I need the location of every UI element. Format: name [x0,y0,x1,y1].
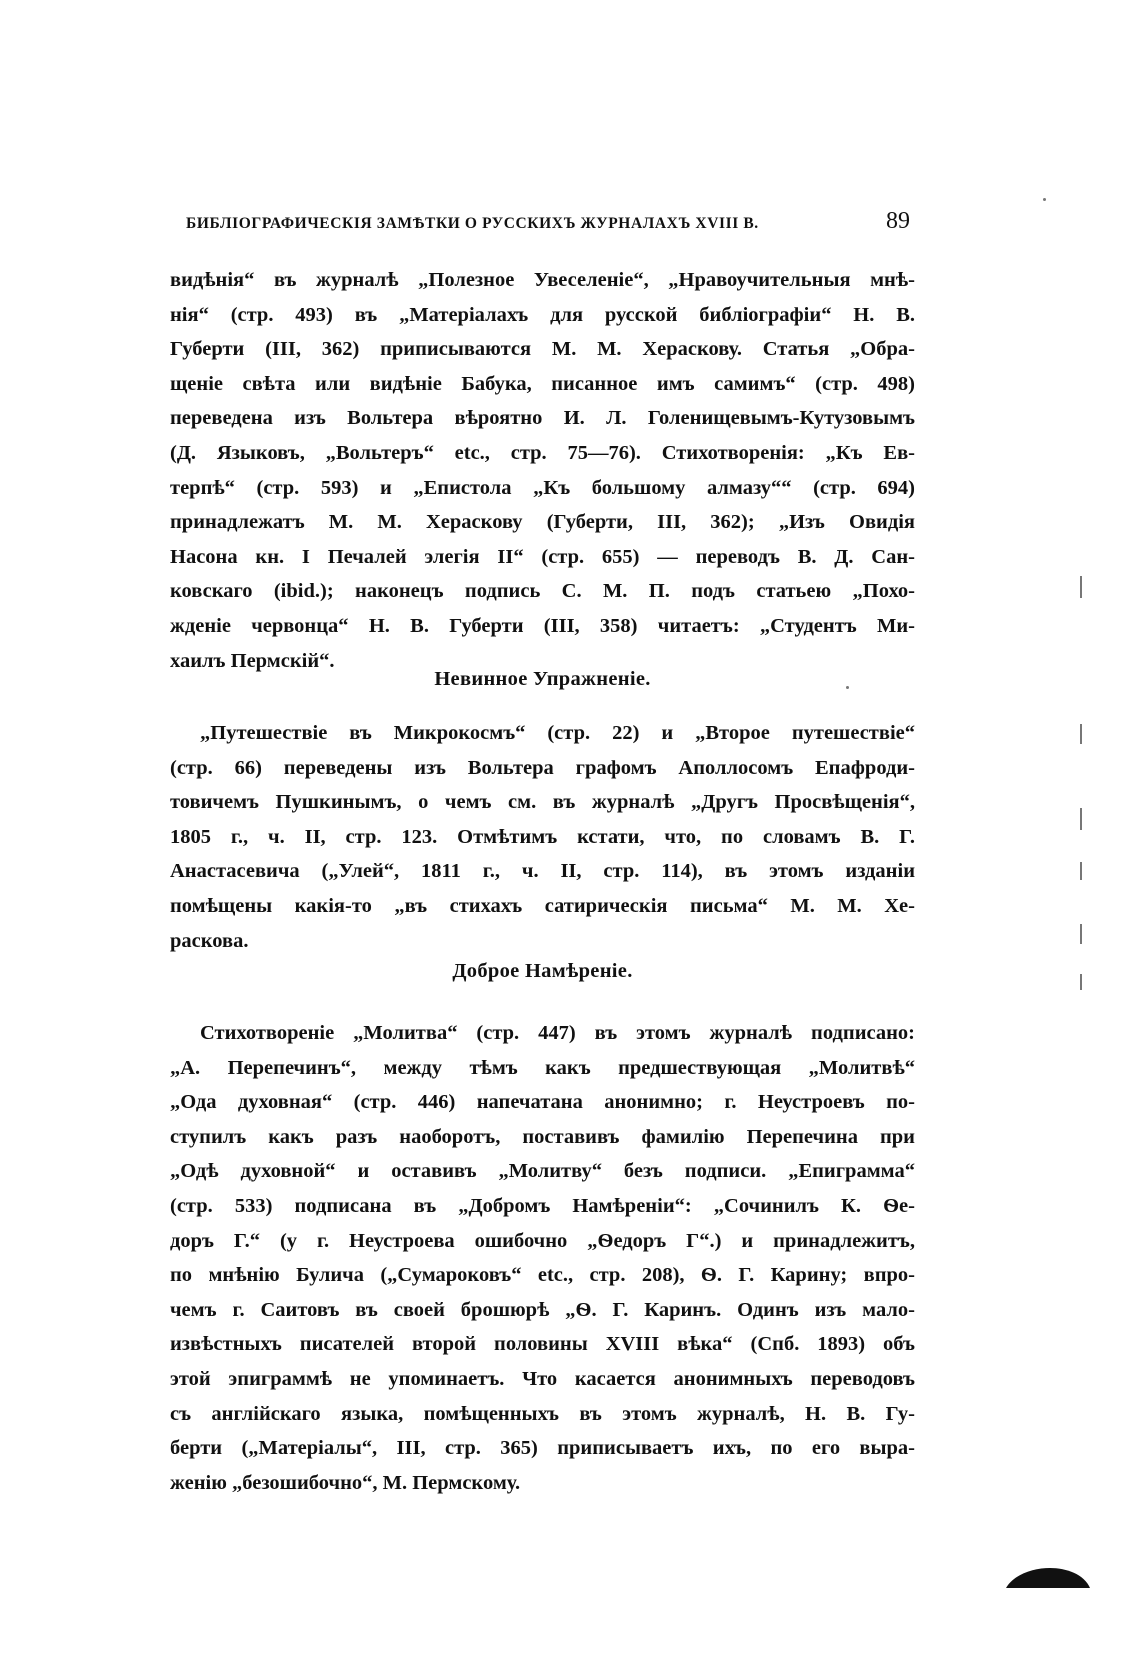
text-line: терпѣ“ (стр. 593) и „Епистола „Къ большому алмазу““ (стр. 694) [170,476,915,499]
text-line: помѣщены какія-то „въ стихахъ сатирическія письма“ М. М. Хе- [170,894,915,917]
scan-dot [846,686,849,689]
text-line: „Путешествіе въ Микрокосмъ“ (стр. 22) и „Второе путешествіе“ [200,722,915,744]
text-line: Анастасевича („Улей“, 1811 г., ч. II, стр. 114), въ этомъ изданіи [170,860,915,883]
margin-scan-mark [1080,924,1082,944]
scan-dot [1043,198,1046,201]
text-line: щеніе свѣта или видѣніе Бабука, писанное имъ самимъ“ (стр. 498) [170,372,915,395]
text-line: хаилъ Пермскій“. [170,649,335,672]
text-line: раскова. [170,929,249,952]
text-line: извѣстныхъ писателей второй половины XVIII вѣка“ (Спб. 1893) объ [170,1333,915,1356]
text-line: доръ Г.“ (у г. Неустроева ошибочно „Ѳедоръ Г“.) и принадлежитъ, [170,1229,915,1252]
text-line: Насона кн. I Печалей элегія II“ (стр. 655) — переводъ В. Д. Сан- [170,545,915,568]
text-line: жденіе червонца“ Н. В. Губерти (III, 358) читаетъ: „Студентъ Ми- [170,614,915,637]
text-line: принадлежатъ М. М. Хераскову (Губерти, III, 362); „Изъ Овидія [170,511,915,534]
paragraph [170,716,915,958]
margin-scan-mark [1080,724,1082,744]
text-line: съ англійскаго языка, помѣщенныхъ въ этомъ журналѣ, Н. В. Гу- [170,1402,915,1425]
text-line: Губерти (III, 362) приписываются М. М. Хераскову. Статья „Обра- [170,338,915,361]
margin-scan-mark [1080,808,1082,830]
text-line: ковскаго (ibid.); наконецъ подпись С. М. П. подъ статьею „Похо- [170,580,915,603]
margin-scan-mark [1080,974,1082,990]
margin-scan-mark [1080,862,1082,880]
corner-ink-blot [1004,1566,1092,1590]
text-line: по мнѣнію Булича („Сумароковъ“ etc., стр. 208), Ѳ. Г. Карину; впро- [170,1264,915,1287]
text-line: переведена изъ Вольтера вѣроятно И. Л. Голенищевымъ-Кутузовымъ [170,407,915,430]
text-line: чемъ г. Саитовъ въ своей брошюрѣ „Ѳ. Г. Каринъ. Одинъ изъ мало- [170,1298,915,1321]
text-line: (стр. 66) переведены изъ Вольтера графомъ Аполлосомъ Епафроди- [170,756,915,779]
text-line: (Д. Языковъ, „Вольтеръ“ etc., стр. 75—76). Стихотворенія: „Къ Ев- [170,441,915,464]
text-line: „Одѣ духовной“ и оставивъ „Молитву“ безъ подписи. „Епиграмма“ [170,1160,915,1183]
running-title: БИБЛIОГРАФИЧЕСКIЯ ЗАМѢТКИ О РУССКИХЪ ЖУРНАЛАХЪ XVIII В. [186,215,759,232]
section-heading: Доброе Намѣреніе. [452,960,633,982]
text-line: „А. Перепечинъ“, между тѣмъ какъ предшествующая „Молитвѣ“ [170,1056,915,1079]
text-line: нія“ (стр. 493) въ „Матеріалахъ для русской библіографіи“ Н. В. [170,303,915,326]
text-line: „Ода духовная“ (стр. 446) напечатана анонимно; г. Неустроевъ по- [170,1091,915,1114]
page-number: 89 [886,208,910,234]
text-line: Стихотвореніе „Молитва“ (стр. 447) въ этомъ журналѣ подписано: [200,1022,915,1044]
text-line: товичемъ Пушкинымъ, о чемъ см. въ журналѣ „Другъ Просвѣщенія“, [170,791,915,814]
margin-scan-mark [1080,576,1082,598]
text-line: (стр. 533) подписана въ „Добромъ Намѣреніи“: „Сочинилъ К. Ѳе- [170,1194,915,1217]
text-line: видѣнія“ въ журналѣ „Полезное Увеселеніе“, „Нравоучительныя мнѣ- [170,269,915,291]
text-line: этой эпиграммѣ не упоминаетъ. Что касается анонимныхъ переводовъ [170,1367,915,1390]
paragraph [170,1016,915,1500]
text-line: берти („Матеріалы“, III, стр. 365) приписываетъ ихъ, по его выра- [170,1437,915,1460]
text-line: 1805 г., ч. II, стр. 123. Отмѣтимъ кстати, что, по словамъ В. Г. [170,825,915,848]
section-heading: Невинное Упражненіе. [434,668,651,690]
text-line: ступилъ какъ разъ наоборотъ, поставивъ фамилію Перепечина при [170,1125,915,1148]
text-line: женію „безошибочно“, М. Пермскому. [170,1471,521,1494]
running-head [186,208,910,242]
paragraph-continued [170,263,915,678]
